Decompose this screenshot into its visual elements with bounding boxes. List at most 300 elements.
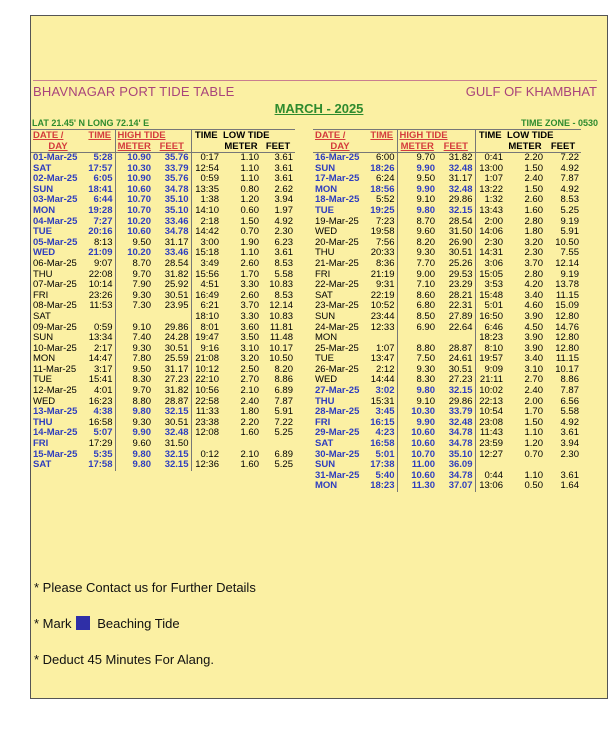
cell-lm: 1.70 — [524, 407, 543, 418]
cell-day: THU — [33, 269, 53, 280]
cell-lt: 4:51 — [200, 280, 219, 291]
cell-lf: 9.19 — [560, 216, 579, 227]
note-mark-label: Beaching Tide — [97, 616, 180, 631]
table-row — [31, 206, 295, 217]
cell-ht: 19:25 — [367, 206, 397, 217]
cell-hf: 31.50 — [437, 227, 475, 238]
cell-hm: 8.70 — [132, 258, 151, 269]
month-title: MARCH - 2025 — [274, 101, 364, 116]
col-time-low: TIME — [191, 130, 221, 142]
table-row — [313, 238, 581, 249]
cell-hm: 9.10 — [416, 396, 435, 407]
table-row — [31, 386, 295, 397]
cell-hf: 23.29 — [437, 280, 475, 291]
cell-hf: 28.54 — [153, 259, 191, 270]
cell-lm: 3.90 — [524, 333, 543, 344]
cell-lf: 8.20 — [274, 364, 293, 375]
table-row — [31, 195, 295, 206]
cell-lt: 10:54 — [479, 407, 503, 418]
cell-hm: 7.40 — [132, 333, 151, 344]
cell-ht: 0:59 — [85, 323, 115, 334]
cell-hm: 11.00 — [411, 460, 435, 471]
cell-hm: 8.20 — [416, 237, 435, 248]
table-row — [313, 397, 581, 408]
cell-lm: 1.20 — [524, 439, 543, 450]
cell-lf: 4.92 — [560, 184, 579, 195]
table-row — [313, 344, 581, 355]
cell-ht: 21:19 — [367, 270, 397, 281]
table-row — [313, 450, 581, 461]
cell-day: 31-Mar-25 — [315, 470, 360, 481]
cell-lm: 3.20 — [240, 354, 259, 365]
cell-lt: 21:11 — [479, 375, 503, 386]
cell-day: 11-Mar-25 — [33, 364, 77, 375]
cell-lt: 10:12 — [195, 364, 219, 375]
cell-ht: 3:45 — [367, 407, 397, 418]
cell-lf — [261, 439, 295, 450]
cell-lm: 2.10 — [240, 386, 259, 397]
cell-hf: 27.23 — [153, 375, 191, 386]
cell-hm: 11.30 — [411, 481, 435, 492]
cell-lt: 18:23 — [479, 333, 503, 344]
cell-ht: 18:41 — [85, 185, 115, 196]
cell-ht: 15:31 — [367, 397, 397, 408]
cell-hm: 10.30 — [411, 407, 435, 418]
cell-lt: 3:49 — [200, 258, 219, 269]
cell-hm — [397, 333, 437, 344]
col-high-feet: FEET — [153, 141, 191, 153]
cell-ht: 5:01 — [367, 450, 397, 461]
cell-lf: 5.25 — [560, 205, 579, 216]
table-row — [313, 217, 581, 228]
cell-hf: 35.76 — [153, 174, 191, 185]
cell-lf: 4.92 — [560, 163, 579, 174]
cell-lf: 5.25 — [274, 428, 293, 439]
cell-lm: 1.60 — [240, 428, 259, 439]
cell-lm: 1.20 — [240, 195, 259, 206]
cell-lt: 2:00 — [484, 216, 503, 227]
cell-lf: 3.61 — [274, 152, 293, 163]
cell-hm: 7.90 — [132, 280, 151, 291]
cell-hm: 9.90 — [416, 184, 435, 195]
cell-hm: 8.30 — [132, 375, 151, 386]
cell-ht: 17:58 — [85, 460, 115, 471]
cell-hf: 31.82 — [153, 386, 191, 397]
cell-day: 02-Mar-25 — [33, 174, 78, 185]
cell-day: THU — [33, 417, 53, 428]
cell-lt: 22:10 — [195, 375, 219, 386]
cell-day: 24-Mar-25 — [315, 322, 359, 333]
gulf-name: GULF OF KHAMBHAT — [465, 84, 597, 99]
cell-lm: 2.80 — [524, 216, 543, 227]
cell-lf: 3.61 — [560, 428, 579, 439]
note-mark-prefix: * Mark — [34, 616, 72, 631]
cell-lt: 1:38 — [200, 195, 219, 206]
table-row — [313, 195, 581, 206]
cell-day: 27-Mar-25 — [315, 386, 360, 397]
cell-hm: 10.90 — [127, 174, 151, 185]
cell-day: TUE — [33, 375, 52, 386]
cell-ht: 19:58 — [367, 227, 397, 238]
cell-hf: 30.51 — [437, 248, 475, 259]
table-row — [31, 227, 295, 238]
cell-hm: 8.50 — [416, 311, 435, 322]
cell-lm: 0.50 — [524, 481, 543, 492]
cell-ht: 4:38 — [85, 407, 115, 418]
cell-hm: 9.60 — [132, 439, 151, 450]
cell-ht: 5:07 — [85, 428, 115, 439]
cell-lm: 1.10 — [524, 470, 543, 481]
cell-day: WED — [315, 227, 338, 238]
cell-hf: 32.48 — [437, 185, 475, 196]
cell-hm: 10.20 — [127, 216, 151, 227]
cell-lf: 11.81 — [269, 322, 293, 333]
cell-lt: 13:00 — [479, 163, 503, 174]
table-row — [31, 164, 295, 175]
cell-lm: 2.10 — [240, 449, 259, 460]
cell-day: 25-Mar-25 — [315, 343, 359, 354]
cell-day: SUN — [33, 184, 54, 195]
cell-ht: 1:07 — [367, 344, 397, 355]
cell-hf: 32.48 — [437, 164, 475, 175]
cell-lf: 8.53 — [560, 195, 579, 206]
table-row — [31, 344, 295, 355]
table-row — [313, 164, 581, 175]
cell-lt: 21:08 — [195, 354, 219, 365]
cell-lt: 23:38 — [195, 417, 219, 428]
cell-lt: 9:09 — [484, 364, 503, 375]
cell-hf: 22.64 — [437, 323, 475, 334]
cell-lt: 0:41 — [484, 152, 503, 163]
cell-hm: 9.80 — [416, 386, 435, 397]
cell-lm: 4.50 — [524, 322, 543, 333]
cell-ht: 16:58 — [367, 439, 397, 450]
table-row — [313, 471, 581, 482]
cell-hf: 31.82 — [437, 153, 475, 164]
table-row — [31, 238, 295, 249]
cell-lf: 7.87 — [560, 386, 579, 397]
cell-lt: 10:56 — [195, 386, 219, 397]
cell-hf: 34.78 — [437, 439, 475, 450]
cell-hm: 7.10 — [416, 280, 435, 291]
cell-lf: 1.97 — [274, 205, 293, 216]
cell-hf — [153, 312, 191, 323]
cell-day: FRI — [315, 417, 331, 428]
header-rule — [33, 80, 597, 81]
cell-hf: 32.15 — [437, 386, 475, 397]
cell-lf: 8.53 — [274, 258, 293, 269]
cell-ht — [85, 312, 115, 323]
cell-lm: 1.90 — [240, 237, 259, 248]
cell-hf — [437, 333, 475, 344]
table-row — [313, 248, 581, 259]
col-high-meter: METER — [397, 141, 437, 153]
cell-lt: 3:53 — [484, 280, 503, 291]
cell-ht: 22:19 — [367, 291, 397, 302]
cell-lm: 3.90 — [524, 343, 543, 354]
cell-lm: 2.30 — [524, 248, 543, 259]
cell-lf: 12.80 — [555, 343, 579, 354]
cell-lm: 1.10 — [240, 152, 259, 163]
col-high-tide: HIGH TIDE — [397, 130, 475, 142]
cell-lm: 1.10 — [240, 163, 259, 174]
cell-ht: 7:23 — [367, 217, 397, 228]
cell-hf: 27.89 — [437, 312, 475, 323]
table-row — [313, 153, 581, 164]
col-time-low: TIME — [475, 130, 505, 142]
cell-lm: 1.60 — [524, 205, 543, 216]
col-high-feet: FEET — [437, 141, 475, 153]
cell-lt: 12:54 — [195, 163, 219, 174]
table-row — [31, 301, 295, 312]
cell-day: 12-Mar-25 — [33, 386, 77, 397]
cell-ht — [367, 333, 397, 344]
cell-ht: 9:07 — [85, 259, 115, 270]
table-row — [313, 333, 581, 344]
note-mark — [34, 615, 256, 651]
cell-hm: 9.30 — [132, 417, 151, 428]
cell-lt: 0:44 — [484, 470, 503, 481]
cell-lf: 14.76 — [555, 322, 579, 333]
cell-ht: 21:09 — [85, 248, 115, 259]
cell-day: FRI — [33, 290, 49, 301]
table-row — [31, 354, 295, 365]
cell-lf: 1.64 — [560, 481, 579, 492]
cell-hf: 31.17 — [153, 365, 191, 376]
cell-hm: 10.70 — [127, 195, 151, 206]
cell-hf: 29.86 — [153, 323, 191, 334]
cell-lm: 2.60 — [524, 195, 543, 206]
cell-day: 29-Mar-25 — [315, 428, 360, 439]
table-row — [31, 450, 295, 461]
cell-lm: 3.70 — [240, 301, 259, 312]
cell-ht: 4:23 — [367, 428, 397, 439]
cell-lf: 2.30 — [560, 449, 579, 460]
cell-hm: 9.50 — [416, 174, 435, 185]
table-row — [313, 206, 581, 217]
cell-hm: 9.30 — [132, 290, 151, 301]
cell-ht: 3:02 — [367, 386, 397, 397]
cell-lf: 3.94 — [560, 439, 579, 450]
cell-lm: 2.20 — [240, 417, 259, 428]
cell-ht: 23:44 — [367, 312, 397, 323]
cell-day: SAT — [33, 163, 52, 174]
table-row — [31, 270, 295, 281]
cell-lt: 12:36 — [195, 460, 219, 471]
cell-lm: 1.50 — [240, 216, 259, 227]
cell-lf: 7.55 — [560, 248, 579, 259]
cell-hm: 8.70 — [416, 216, 435, 227]
cell-ht: 10:14 — [85, 280, 115, 291]
cell-hf: 29.53 — [437, 270, 475, 281]
cell-hm: 9.30 — [416, 248, 435, 259]
table-row — [313, 354, 581, 365]
cell-lt: 2:18 — [200, 216, 219, 227]
cell-hf: 33.79 — [153, 164, 191, 175]
cell-hm: 9.00 — [416, 269, 435, 280]
cell-day: 01-Mar-25 — [33, 152, 78, 163]
cell-hf: 33.46 — [153, 217, 191, 228]
cell-hf: 30.51 — [153, 418, 191, 429]
cell-lm: 3.40 — [524, 354, 543, 365]
cell-day: 05-Mar-25 — [33, 237, 78, 248]
cell-hf: 28.21 — [437, 291, 475, 302]
cell-lm: 1.60 — [240, 460, 259, 471]
cell-day: 08-Mar-25 — [33, 301, 77, 312]
cell-hm: 9.90 — [132, 428, 151, 439]
cell-lf: 13.78 — [555, 280, 579, 291]
cell-lt: 14:31 — [479, 248, 503, 259]
col-day: DAY — [313, 141, 367, 153]
cell-lf: 6.89 — [274, 449, 293, 460]
cell-ht: 18:56 — [367, 185, 397, 196]
cell-ht: 2:12 — [367, 365, 397, 376]
cell-ht: 12:33 — [367, 323, 397, 334]
cell-day: 17-Mar-25 — [315, 174, 360, 185]
cell-lm: 3.30 — [240, 311, 259, 322]
table-row — [313, 323, 581, 334]
table-row — [31, 174, 295, 185]
cell-hf: 29.86 — [437, 195, 475, 206]
cell-ht: 13:47 — [367, 354, 397, 365]
col-date: DATE / — [313, 130, 367, 142]
cell-lt: 13:43 — [479, 205, 503, 216]
cell-hf: 36.09 — [437, 460, 475, 471]
cell-lt: 22:58 — [195, 396, 219, 407]
cell-lm: 1.10 — [240, 174, 259, 185]
cell-lm: 3.60 — [240, 322, 259, 333]
cell-lm: 1.10 — [524, 428, 543, 439]
cell-lt: 22:13 — [479, 396, 503, 407]
cell-day: 30-Mar-25 — [315, 449, 360, 460]
cell-hm: 9.30 — [132, 343, 151, 354]
cell-lm: 2.60 — [240, 290, 259, 301]
cell-lf: 10.50 — [269, 354, 293, 365]
table-row — [313, 174, 581, 185]
cell-lf: 6.23 — [274, 237, 293, 248]
cell-ht: 8:36 — [367, 259, 397, 270]
cell-lt: 14:06 — [479, 227, 503, 238]
cell-hf: 23.95 — [153, 301, 191, 312]
cell-hf: 34.78 — [153, 227, 191, 238]
table-row — [31, 460, 295, 471]
cell-lt: 15:18 — [195, 248, 219, 259]
cell-hf: 34.78 — [153, 185, 191, 196]
cell-lf: 5.58 — [274, 269, 293, 280]
cell-hf: 35.10 — [153, 206, 191, 217]
cell-day: SUN — [315, 311, 336, 322]
table-row — [31, 397, 295, 408]
cell-ht: 15:41 — [85, 375, 115, 386]
cell-lm: 1.10 — [240, 248, 259, 259]
cell-day: SAT — [33, 311, 51, 322]
cell-hm: 6.80 — [416, 301, 435, 312]
cell-lt: 8:10 — [484, 343, 503, 354]
cell-day: FRI — [33, 439, 49, 450]
cell-ht: 16:23 — [85, 397, 115, 408]
cell-hf: 30.51 — [437, 365, 475, 376]
cell-hf: 27.23 — [437, 375, 475, 386]
cell-lf: 10.17 — [269, 343, 293, 354]
cell-hf: 28.87 — [153, 397, 191, 408]
cell-day: 19-Mar-25 — [315, 216, 359, 227]
cell-ht: 20:33 — [367, 248, 397, 259]
cell-hf: 32.15 — [153, 460, 191, 471]
cell-lt: 15:05 — [479, 269, 503, 280]
table-row — [31, 153, 295, 164]
cell-day: SAT — [33, 460, 52, 471]
cell-lf: 3.61 — [274, 248, 293, 259]
lat-long: LAT 21.45' N LONG 72.14' E — [32, 118, 150, 128]
cell-hm: 6.90 — [416, 322, 435, 333]
cell-lm: 3.70 — [524, 258, 543, 269]
cell-lf: 12.80 — [555, 333, 579, 344]
cell-hm: 9.10 — [416, 195, 435, 206]
cell-lt: 19:57 — [479, 354, 503, 365]
cell-lf: 11.15 — [555, 290, 579, 301]
cell-lm: 2.40 — [240, 396, 259, 407]
cell-hm: 9.90 — [416, 163, 435, 174]
cell-lf: 12.14 — [555, 258, 579, 269]
cell-lt — [475, 460, 505, 471]
col-day: DAY — [31, 141, 85, 153]
cell-day: SUN — [315, 163, 336, 174]
tide-table — [31, 129, 295, 471]
notes — [34, 579, 256, 687]
cell-day: 06-Mar-25 — [33, 258, 77, 269]
cell-lf: 10.83 — [269, 280, 293, 291]
table-row — [31, 428, 295, 439]
table-row — [31, 312, 295, 323]
table-row — [313, 227, 581, 238]
cell-lm: 0.60 — [240, 205, 259, 216]
cell-lt — [191, 439, 221, 450]
cell-hm: 10.60 — [411, 428, 435, 439]
cell-hf: 34.78 — [437, 428, 475, 439]
cell-day: SUN — [33, 333, 54, 344]
cell-hm: 10.20 — [127, 248, 151, 259]
cell-hm: 10.90 — [127, 152, 151, 163]
cell-hf: 28.87 — [437, 344, 475, 355]
cell-ht: 19:28 — [85, 206, 115, 217]
cell-lf: 8.86 — [560, 375, 579, 386]
cell-hf: 31.82 — [153, 270, 191, 281]
cell-hf: 35.10 — [153, 195, 191, 206]
cell-lt: 23:08 — [479, 417, 503, 428]
cell-ht: 5:52 — [367, 195, 397, 206]
cell-hm: 10.60 — [411, 439, 435, 450]
cell-hf: 32.48 — [153, 428, 191, 439]
cell-lf: 6.56 — [560, 396, 579, 407]
cell-day: MON — [315, 333, 338, 344]
cell-lf: 5.58 — [560, 407, 579, 418]
cell-day: THU — [315, 248, 335, 259]
cell-lf: 8.53 — [274, 290, 293, 301]
cell-lf: 4.92 — [274, 216, 293, 227]
cell-day: 15-Mar-25 — [33, 449, 78, 460]
cell-ht: 17:29 — [85, 439, 115, 450]
cell-lf: 3.61 — [274, 163, 293, 174]
cell-hf: 30.51 — [153, 344, 191, 355]
cell-hf: 25.59 — [153, 354, 191, 365]
table-row — [31, 439, 295, 450]
cell-lm: 1.80 — [524, 227, 543, 238]
page-title: BHAVNAGAR PORT TIDE TABLE — [33, 84, 235, 99]
cell-day: 16-Mar-25 — [315, 152, 360, 163]
cell-lt: 10:02 — [479, 386, 503, 397]
cell-hm: 7.30 — [132, 301, 151, 312]
cell-lt: 2:30 — [484, 237, 503, 248]
